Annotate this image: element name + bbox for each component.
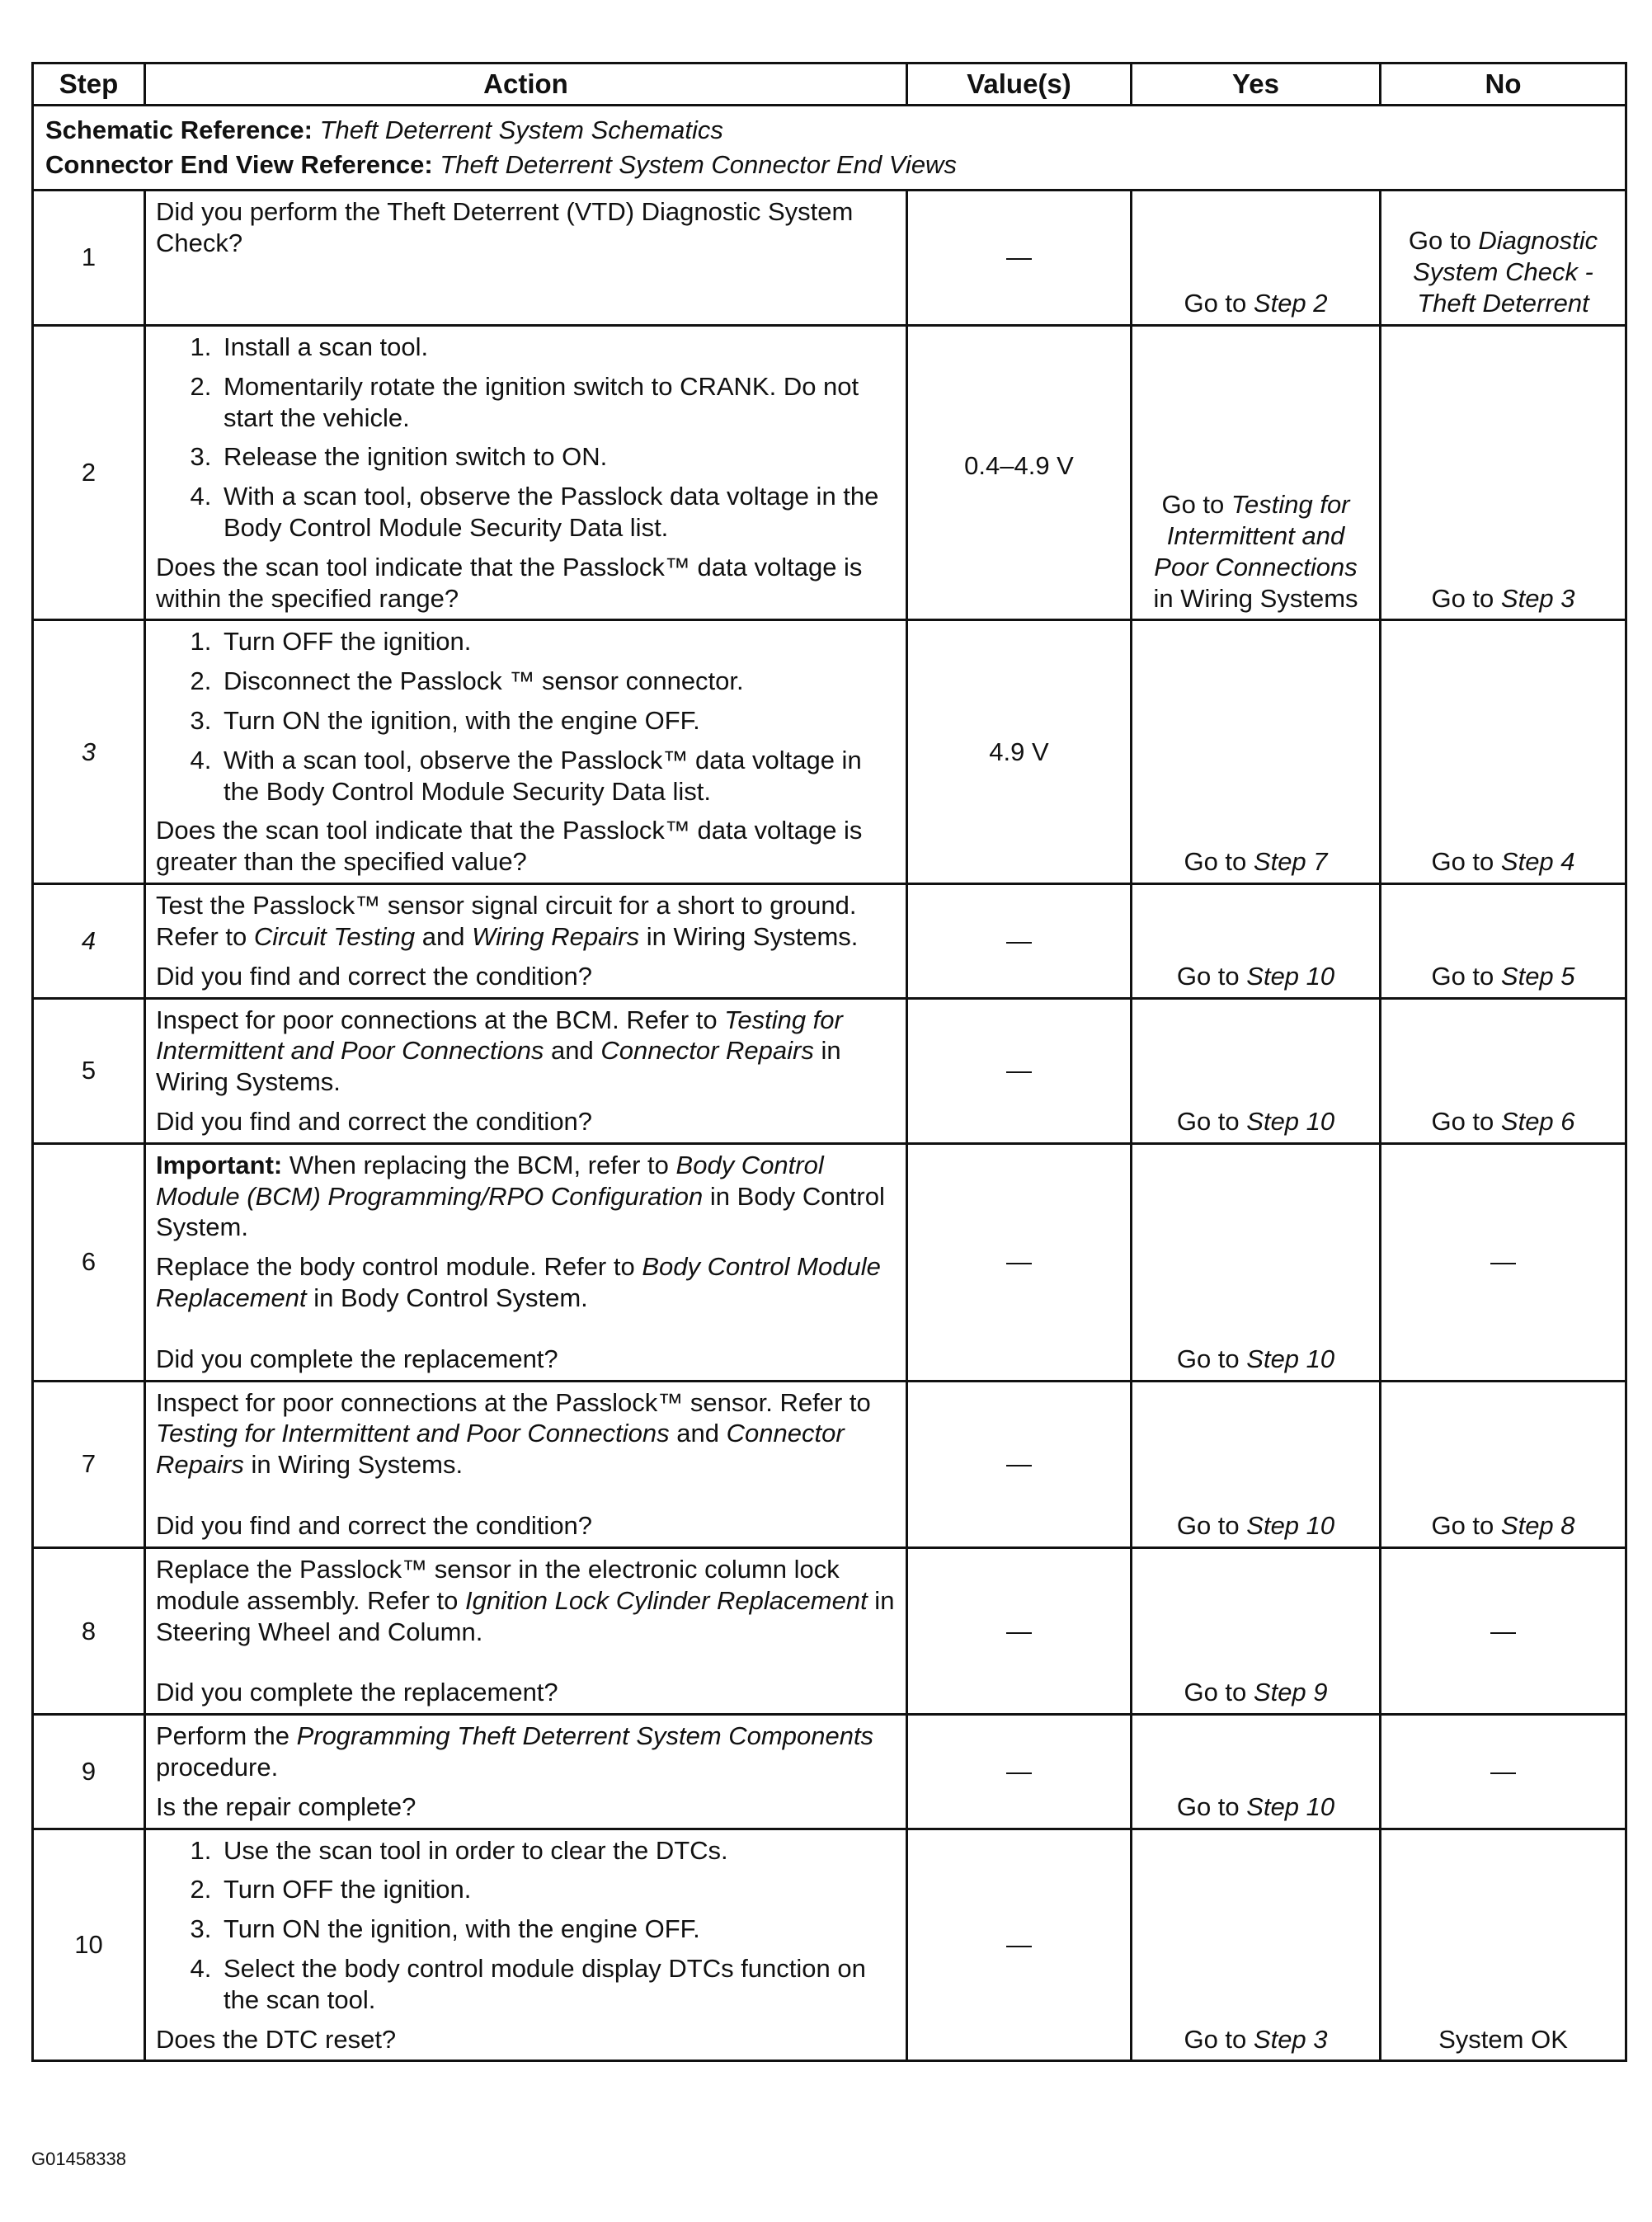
reference-row (33, 106, 1626, 191)
important-label: Important: (156, 1150, 283, 1179)
header-yes: Yes (1132, 64, 1381, 106)
action-step: 2. Disconnect the Passlock ™ sensor connector. (219, 666, 896, 697)
yes-cell (1132, 1715, 1381, 1829)
value-cell: — (907, 1547, 1132, 1714)
yes-target: Step 7 (1253, 847, 1328, 877)
yes-cell (1132, 884, 1381, 998)
no-prefix: Go to (1431, 1511, 1501, 1541)
action-step: 4. With a scan tool, observe the Passlock™ data voltage in the Body Control Module Security Data list. (219, 745, 896, 807)
yes-target: Step 3 (1253, 2024, 1328, 2054)
text-run: Replace the body control module. Refer to (156, 1252, 642, 1282)
action-step: 3. Turn ON the ignition, with the engine OFF. (219, 1914, 896, 1945)
value-cell: — (907, 190, 1132, 325)
header-values: Value(s) (907, 64, 1132, 106)
action-cell (145, 884, 907, 998)
action-cell (145, 1547, 907, 1714)
connector-reference-value: Theft Deterrent System Connector End Views (440, 150, 957, 180)
text-run: in Body Control System. (156, 1181, 885, 1242)
important-note (156, 1150, 896, 1243)
yes-target: Step 10 (1246, 1791, 1335, 1821)
reference-link-text: Wiring Repairs (472, 921, 640, 951)
no-cell: System OK (1381, 1829, 1626, 2061)
text-run: and (415, 921, 473, 951)
action-steps (156, 1835, 896, 2016)
step-number: 10 (33, 1829, 145, 2061)
text-run: Test the Passlock™ sensor signal circuit for a short to ground. Refer to (156, 891, 857, 951)
no-target: Step 6 (1500, 1106, 1575, 1136)
no-prefix: Go to (1408, 226, 1479, 256)
yes-cell (1132, 325, 1381, 620)
table-row (33, 325, 1626, 620)
action-text (156, 1251, 896, 1314)
action-question: Did you complete the replacement? (156, 1678, 558, 1707)
action-text (156, 1554, 896, 1647)
step-number: 1 (33, 190, 145, 325)
table-row (33, 620, 1626, 884)
table-header-row (33, 64, 1626, 106)
schematic-reference-label: Schematic Reference: (45, 115, 313, 145)
action-step: 3. Release the ignition switch to ON. (219, 441, 896, 473)
no-cell: — (1381, 1143, 1626, 1381)
diagnostic-table (31, 62, 1627, 2062)
action-cell (145, 1715, 907, 1829)
no-cell: — (1381, 1715, 1626, 1829)
text-run: in Body Control System. (306, 1283, 588, 1312)
no-cell (1381, 998, 1626, 1143)
connector-reference-label: Connector End View Reference: (45, 150, 433, 180)
yes-prefix: Go to (1184, 847, 1254, 877)
table-row (33, 1381, 1626, 1547)
header-action: Action (145, 64, 907, 106)
action-question: Does the scan tool indicate that the Passlock™ data voltage is greater than the specified value? (156, 816, 863, 877)
yes-cell (1132, 620, 1381, 884)
text-run: Replace the Passlock™ sensor in the electronic column lock module assembly. Refer to (156, 1554, 840, 1615)
action-step: 1. Turn OFF the ignition. (219, 626, 896, 657)
table-row (33, 1715, 1626, 1829)
text-run: in Steering Wheel and Column. (156, 1585, 895, 1646)
schematic-reference-value: Theft Deterrent System Schematics (319, 115, 723, 145)
action-cell (145, 325, 907, 620)
text-run: Inspect for poor connections at the BCM. Refer to (156, 1005, 725, 1034)
yes-cell (1132, 1143, 1381, 1381)
reference-link-text: Ignition Lock Cylinder Replacement (465, 1585, 868, 1615)
reference-link-text: Connector Repairs (156, 1419, 845, 1480)
yes-prefix: Go to (1176, 961, 1247, 991)
action-question: Does the scan tool indicate that the Passlock™ data voltage is within the specified range? (156, 552, 863, 613)
text-run: and (544, 1036, 601, 1066)
yes-prefix: Go to (1176, 1791, 1247, 1821)
value-cell: — (907, 998, 1132, 1143)
action-cell (145, 1143, 907, 1381)
step-number: 7 (33, 1381, 145, 1547)
no-target: Step 4 (1500, 847, 1575, 877)
action-cell (145, 998, 907, 1143)
action-step: 4. With a scan tool, observe the Passlock data voltage in the Body Control Module Security Data list. (219, 481, 896, 544)
action-steps (156, 626, 896, 807)
reference-link-text: Connector Repairs (600, 1036, 814, 1066)
value-cell: — (907, 1143, 1132, 1381)
no-cell (1381, 325, 1626, 620)
text-run: and (669, 1419, 727, 1448)
yes-target: Testing for Intermittent and Poor Connections (1154, 490, 1358, 581)
action-step: 2. Momentarily rotate the ignition switch to CRANK. Do not start the vehicle. (219, 371, 896, 434)
table-row (33, 1143, 1626, 1381)
reference-cell (33, 106, 1626, 191)
action-question: Did you find and correct the condition? (156, 1106, 593, 1136)
step-number: 4 (33, 884, 145, 998)
no-cell (1381, 620, 1626, 884)
step-number: 8 (33, 1547, 145, 1714)
yes-prefix: Go to (1176, 1106, 1247, 1136)
no-cell (1381, 190, 1626, 325)
no-prefix: Go to (1431, 847, 1501, 877)
text-run: Perform the (156, 1721, 297, 1751)
value-cell: — (907, 884, 1132, 998)
figure-id: G01458338 (31, 2149, 126, 2169)
text-run: in Wiring Systems. (243, 1450, 464, 1480)
step-number: 3 (33, 620, 145, 884)
yes-prefix: Go to (1161, 490, 1231, 520)
action-steps (156, 332, 896, 544)
no-prefix: Go to (1431, 1106, 1501, 1136)
reference-link-text: Body Control Module (BCM) Programming/RPO Configuration (156, 1150, 824, 1211)
text-run: When replacing the BCM, refer to (282, 1150, 676, 1179)
text-run: in Wiring Systems. (156, 1036, 841, 1097)
action-question: Is the repair complete? (156, 1791, 417, 1821)
table-row (33, 190, 1626, 325)
schematic-reference (45, 115, 1613, 146)
spacer (156, 1647, 896, 1677)
action-cell (145, 620, 907, 884)
yes-cell (1132, 1829, 1381, 2061)
connector-reference (45, 149, 1613, 181)
yes-prefix: Go to (1176, 1344, 1247, 1373)
text-run: Inspect for poor connections at the Passlock™ sensor. Refer to (156, 1387, 871, 1417)
yes-prefix: Go to (1184, 289, 1254, 318)
action-cell (145, 190, 907, 325)
value-cell: 4.9 V (907, 620, 1132, 884)
reference-link-text: Circuit Testing (253, 921, 416, 951)
step-number: 9 (33, 1715, 145, 1829)
action-text (156, 1005, 896, 1098)
table-row (33, 998, 1626, 1143)
yes-target: Step 9 (1253, 1678, 1328, 1707)
yes-target: Step 2 (1253, 289, 1328, 318)
reference-link-text: Testing for Intermittent and Poor Connections (156, 1005, 843, 1066)
yes-target: Step 10 (1246, 1106, 1335, 1136)
text-run: procedure. (156, 1752, 279, 1782)
table-row (33, 1829, 1626, 2061)
yes-suffix: in Wiring Systems (1153, 583, 1358, 613)
yes-cell (1132, 190, 1381, 325)
no-cell (1381, 884, 1626, 998)
header-step: Step (33, 64, 145, 106)
header-no: No (1381, 64, 1626, 106)
yes-prefix: Go to (1184, 2024, 1254, 2054)
action-question: Did you complete the replacement? (156, 1344, 558, 1373)
no-prefix: Go to (1431, 583, 1501, 613)
action-cell (145, 1381, 907, 1547)
value-cell: 0.4–4.9 V (907, 325, 1132, 620)
reference-link-text: Testing for Intermittent and Poor Connections (156, 1419, 670, 1448)
action-question: Did you find and correct the condition? (156, 1511, 593, 1541)
action-step: 3. Turn ON the ignition, with the engine OFF. (219, 705, 896, 737)
no-cell (1381, 1381, 1626, 1547)
yes-target: Step 10 (1246, 1511, 1335, 1541)
no-target: Step 5 (1500, 961, 1575, 991)
action-step: 1. Install a scan tool. (219, 332, 896, 363)
yes-target: Step 10 (1246, 1344, 1335, 1373)
yes-cell (1132, 998, 1381, 1143)
action-text (156, 1387, 896, 1481)
action-step: 1. Use the scan tool in order to clear the DTCs. (219, 1835, 896, 1867)
action-question: Did you perform the Theft Deterrent (VTD) Diagnostic System Check? (156, 196, 854, 257)
step-number: 5 (33, 998, 145, 1143)
step-number: 6 (33, 1143, 145, 1381)
table-row (33, 1547, 1626, 1714)
text-run: in Wiring Systems. (639, 921, 859, 951)
no-cell: — (1381, 1547, 1626, 1714)
value-cell: — (907, 1381, 1132, 1547)
no-target: Diagnostic System Check - Theft Deterrent (1413, 226, 1598, 318)
value-cell: — (907, 1715, 1132, 1829)
yes-cell (1132, 1547, 1381, 1714)
no-target: Step 8 (1500, 1511, 1575, 1541)
action-question: Did you find and correct the condition? (156, 961, 593, 991)
yes-prefix: Go to (1184, 1678, 1254, 1707)
yes-cell (1132, 1381, 1381, 1547)
no-target: Step 3 (1500, 583, 1575, 613)
yes-prefix: Go to (1176, 1511, 1247, 1541)
yes-target: Step 10 (1246, 961, 1335, 991)
action-step: 4. Select the body control module display DTCs function on the scan tool. (219, 1953, 896, 2016)
action-text (156, 1721, 896, 1783)
table-row (33, 884, 1626, 998)
no-prefix: Go to (1431, 961, 1501, 991)
value-cell: — (907, 1829, 1132, 2061)
reference-link-text: Body Control Module Replacement (156, 1252, 881, 1312)
spacer (156, 1481, 896, 1510)
action-text (156, 890, 896, 953)
spacer (156, 1314, 896, 1344)
step-number: 2 (33, 325, 145, 620)
action-step: 2. Turn OFF the ignition. (219, 1874, 896, 1905)
reference-link-text: Programming Theft Deterrent System Components (296, 1721, 874, 1751)
action-question: Does the DTC reset? (156, 2024, 397, 2054)
action-cell (145, 1829, 907, 2061)
